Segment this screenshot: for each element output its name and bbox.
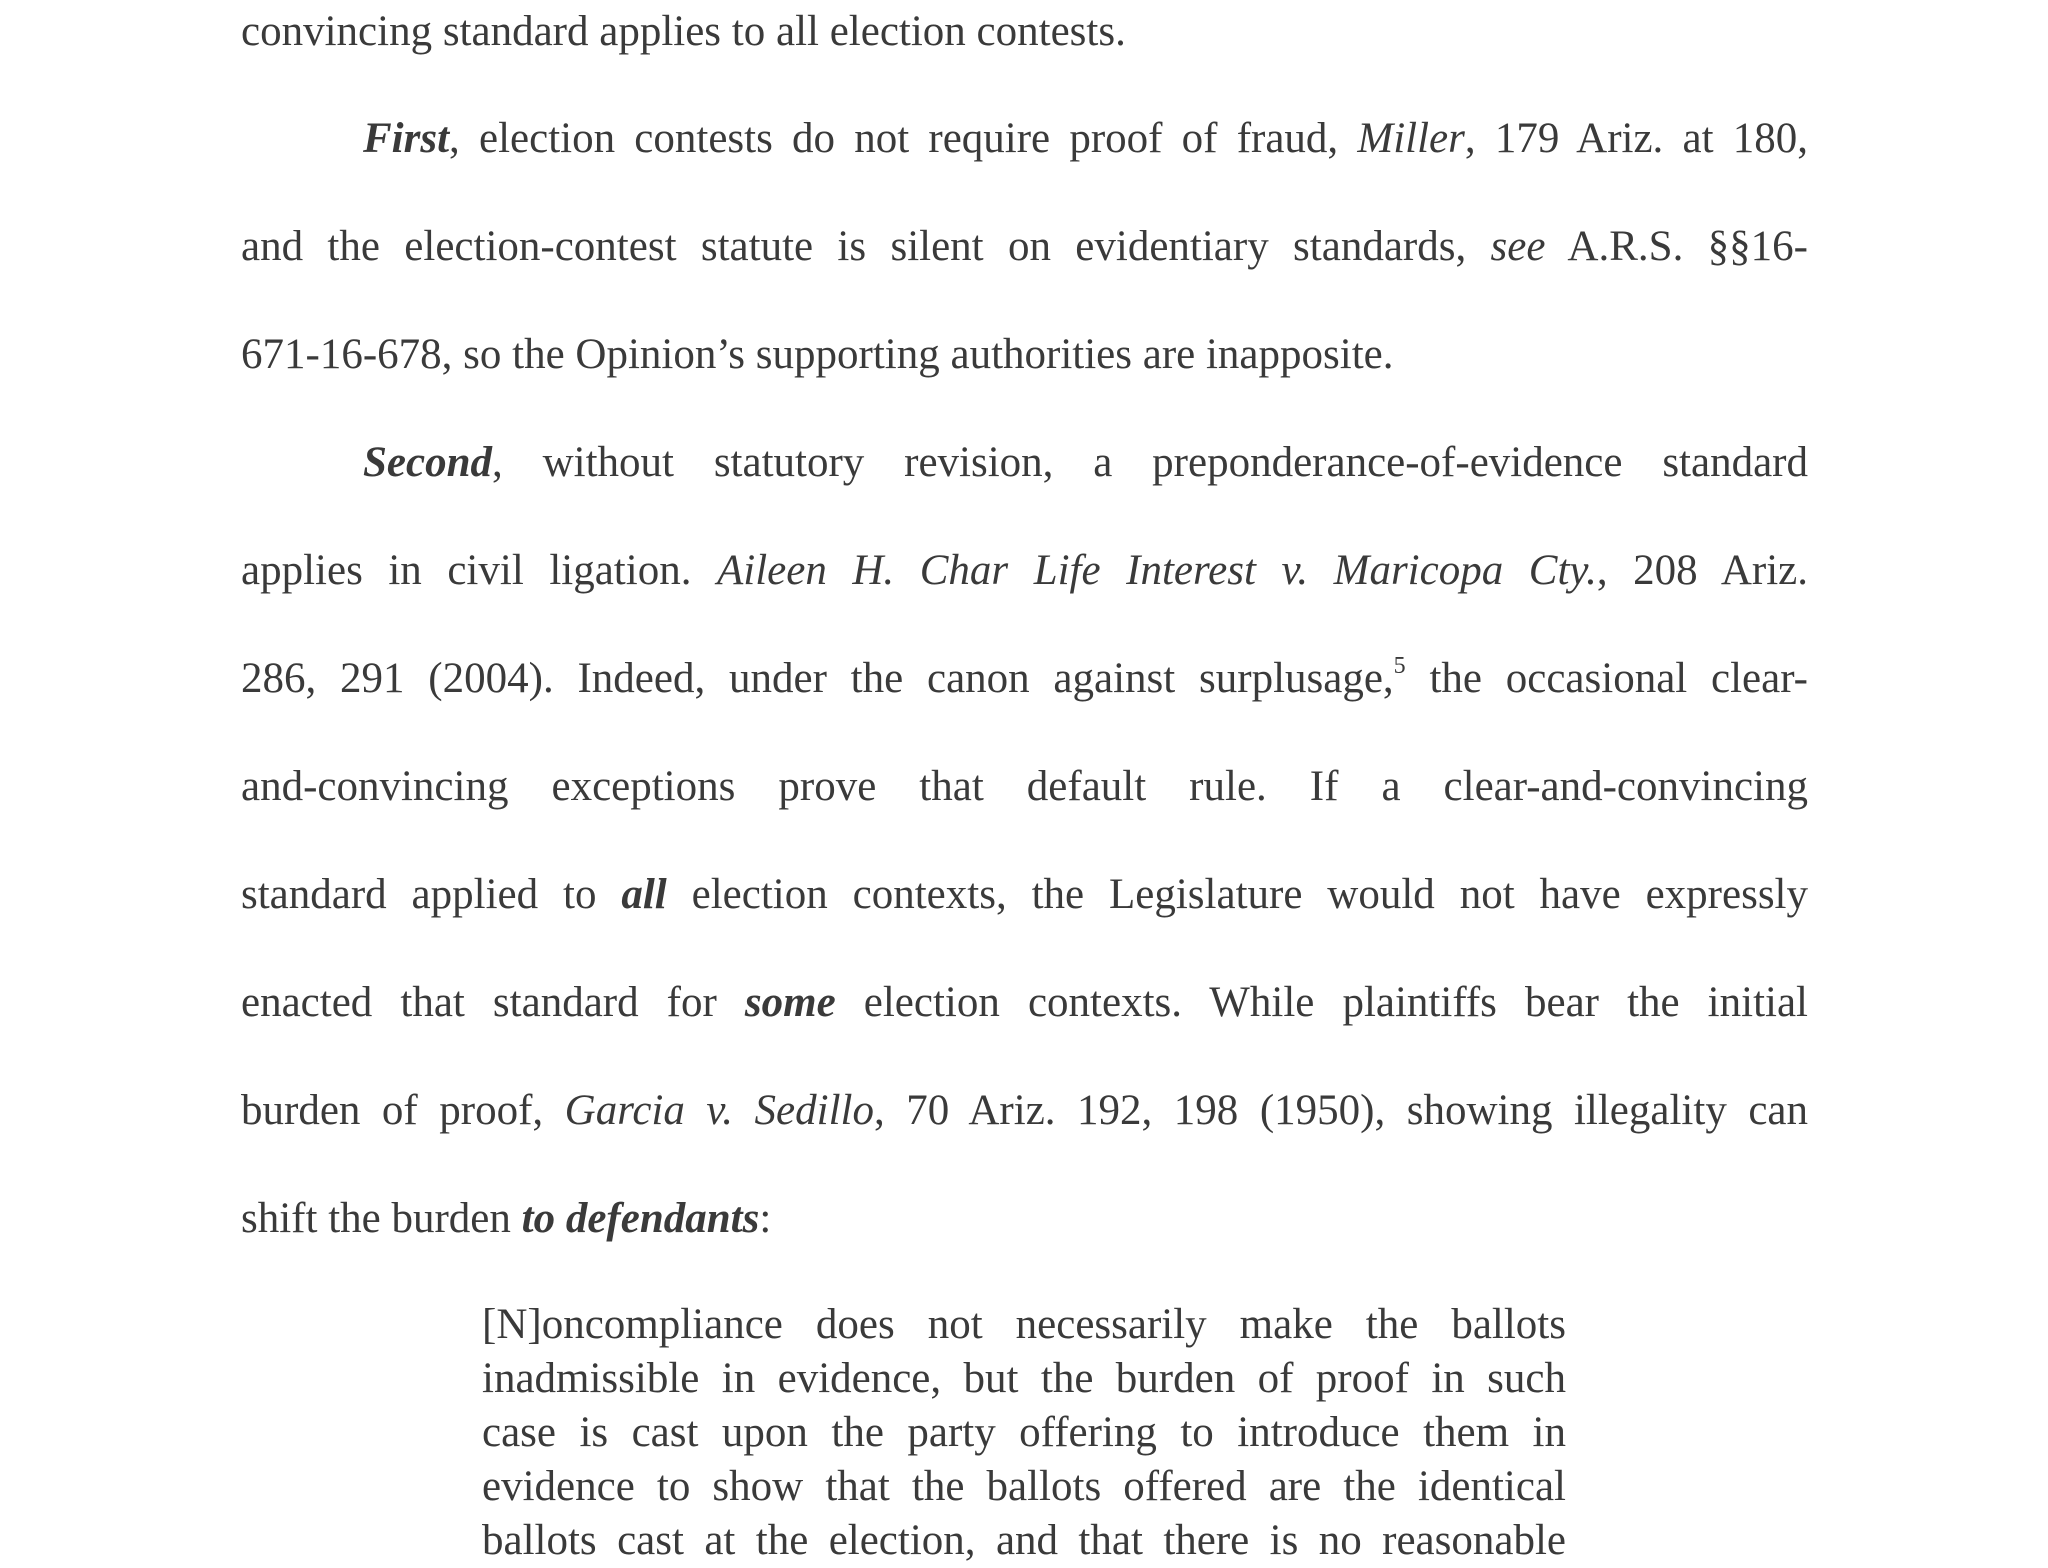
body-text: : — [759, 1195, 772, 1242]
body-line-5 — [241, 544, 1808, 598]
body-text: and-convincing exceptions prove that default rule. If a clear-and-convincing — [241, 763, 1808, 810]
body-line-1 — [241, 112, 1808, 166]
body-line-3 — [241, 328, 1808, 382]
body-text: election contexts. While plaintiffs bear the initial — [835, 979, 1808, 1026]
block-quote-line-2: case is cast upon the party offering to introduce them in — [482, 1409, 1566, 1456]
body-text: A.R.S. §§16- — [1545, 223, 1808, 270]
body-line-8 — [241, 868, 1808, 922]
body-text: election contexts, the Legislature would not have expressly — [666, 871, 1808, 918]
emphasis-text: Second — [363, 439, 492, 486]
body-line-4 — [241, 436, 1808, 490]
body-line-10 — [241, 1084, 1808, 1138]
block-quote-line-3: evidence to show that the ballots offered are the identical — [482, 1463, 1566, 1510]
block-quote-line-0: [N]oncompliance does not necessarily make the ballots — [482, 1301, 1566, 1348]
body-text: 671-16-678, so the Opinion’s supporting authorities are inapposite. — [241, 331, 1394, 378]
body-text: , election contests do not require proof of fraud, — [449, 115, 1358, 162]
body-line-2 — [241, 220, 1808, 274]
body-text: , 70 Ariz. 192, 198 (1950), showing illegality can — [873, 1087, 1808, 1134]
footnote-marker: 5 — [1393, 652, 1406, 679]
body-text: and the election-contest statute is silent on evidentiary standards, — [241, 223, 1491, 270]
body-text: , 208 Ariz. — [1596, 547, 1808, 594]
citation-text: Aileen H. Char Life Interest v. Maricopa Cty. — [717, 547, 1597, 594]
body-line-9 — [241, 976, 1808, 1030]
block-quote-line-1: inadmissible in evidence, but the burden of proof in such — [482, 1355, 1566, 1402]
emphasis-text: some — [744, 979, 836, 1026]
body-line-6 — [241, 652, 1808, 706]
body-line-0 — [241, 5, 1808, 59]
emphasis-text: First — [363, 115, 450, 162]
body-text: the occasional clear- — [1405, 655, 1808, 702]
body-text: burden of proof, — [241, 1087, 565, 1134]
body-text: 286, 291 (2004). Indeed, under the canon against surplusage, — [241, 655, 1394, 702]
body-line-7 — [241, 760, 1808, 814]
body-text: convincing standard applies to all election contests. — [241, 8, 1126, 55]
body-text: shift the burden — [241, 1195, 522, 1242]
body-text: , 179 Ariz. at 180, — [1464, 115, 1808, 162]
citation-text: see — [1490, 223, 1546, 270]
citation-text: Garcia v. Sedillo — [564, 1087, 874, 1134]
body-text: standard applied to — [241, 871, 622, 918]
emphasis-text: to defendants — [521, 1195, 760, 1242]
body-text: , without statutory revision, a preponderance-of-evidence standard — [492, 439, 1808, 486]
body-line-11 — [241, 1192, 1808, 1246]
body-text: enacted that standard for — [241, 979, 745, 1026]
block-quote-line-4: ballots cast at the election, and that there is no reasonable — [482, 1517, 1566, 1564]
emphasis-text: all — [621, 871, 667, 918]
body-text: applies in civil ligation. — [241, 547, 717, 594]
citation-text: Miller — [1357, 115, 1465, 162]
